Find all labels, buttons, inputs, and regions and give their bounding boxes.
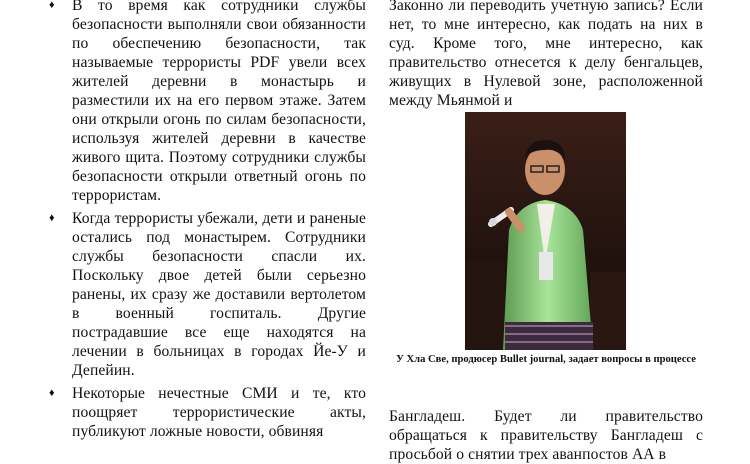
- speaker-photo-image: [465, 112, 626, 350]
- list-item: [44, 209, 366, 380]
- left-column: [44, 0, 366, 445]
- speaker-photo: [465, 112, 626, 350]
- list-item: [44, 0, 366, 205]
- diamond-bullet-icon: ♦: [49, 0, 55, 11]
- right-column-bottom: [389, 407, 703, 464]
- bullet-text: В то время как сотрудники службы безопасности выполняли свои обязанности по обеспечению безопасности, так называемые террористы PDF увели всех жителей деревни в монастырь и разместили их на его первом этаже. Затем они открыли огонь по силам безопасности, используя жителей деревни в качестве живого щита. Поэтому сотрудники службы безопасности открыли ответный огонь по террористам.: [72, 0, 366, 204]
- right-column-top: [389, 0, 703, 110]
- diamond-bullet-icon: ♦: [49, 387, 55, 399]
- article-text: Бангладеш. Будет ли правительство обращаться к правительству Бангладеш с просьбой о снятии трех аванпостов АА в: [389, 408, 703, 463]
- photo-caption: У Хла Све, продюсер Bullet journal, задает вопросы в процессе: [396, 354, 696, 365]
- list-item: [44, 384, 366, 441]
- bullet-text: Когда террористы убежали, дети и раненые остались под монастырем. Сотрудники службы безопасности спасли их. Поскольку двое детей были серьезно ранены, их сразу же доставили вертолетом в военный госпиталь. Другие пострадавшие все еще находятся на лечении в больницах в городах Йе-У и Депейин.: [72, 210, 366, 379]
- diamond-bullet-icon: ♦: [49, 212, 55, 224]
- bullet-text: Некоторые нечестные СМИ и те, кто поощряет террористические акты, публикуют ложные новости, обвиняя: [72, 385, 366, 440]
- article-text: Законно ли переводить учетную запись? Если нет, то мне интересно, как подать на них в суд. Кроме того, мне интересно, как правительство отнесется к делу бенгальцев, живущих в Нулевой зоне, расположенной между Мьянмой и: [389, 0, 703, 109]
